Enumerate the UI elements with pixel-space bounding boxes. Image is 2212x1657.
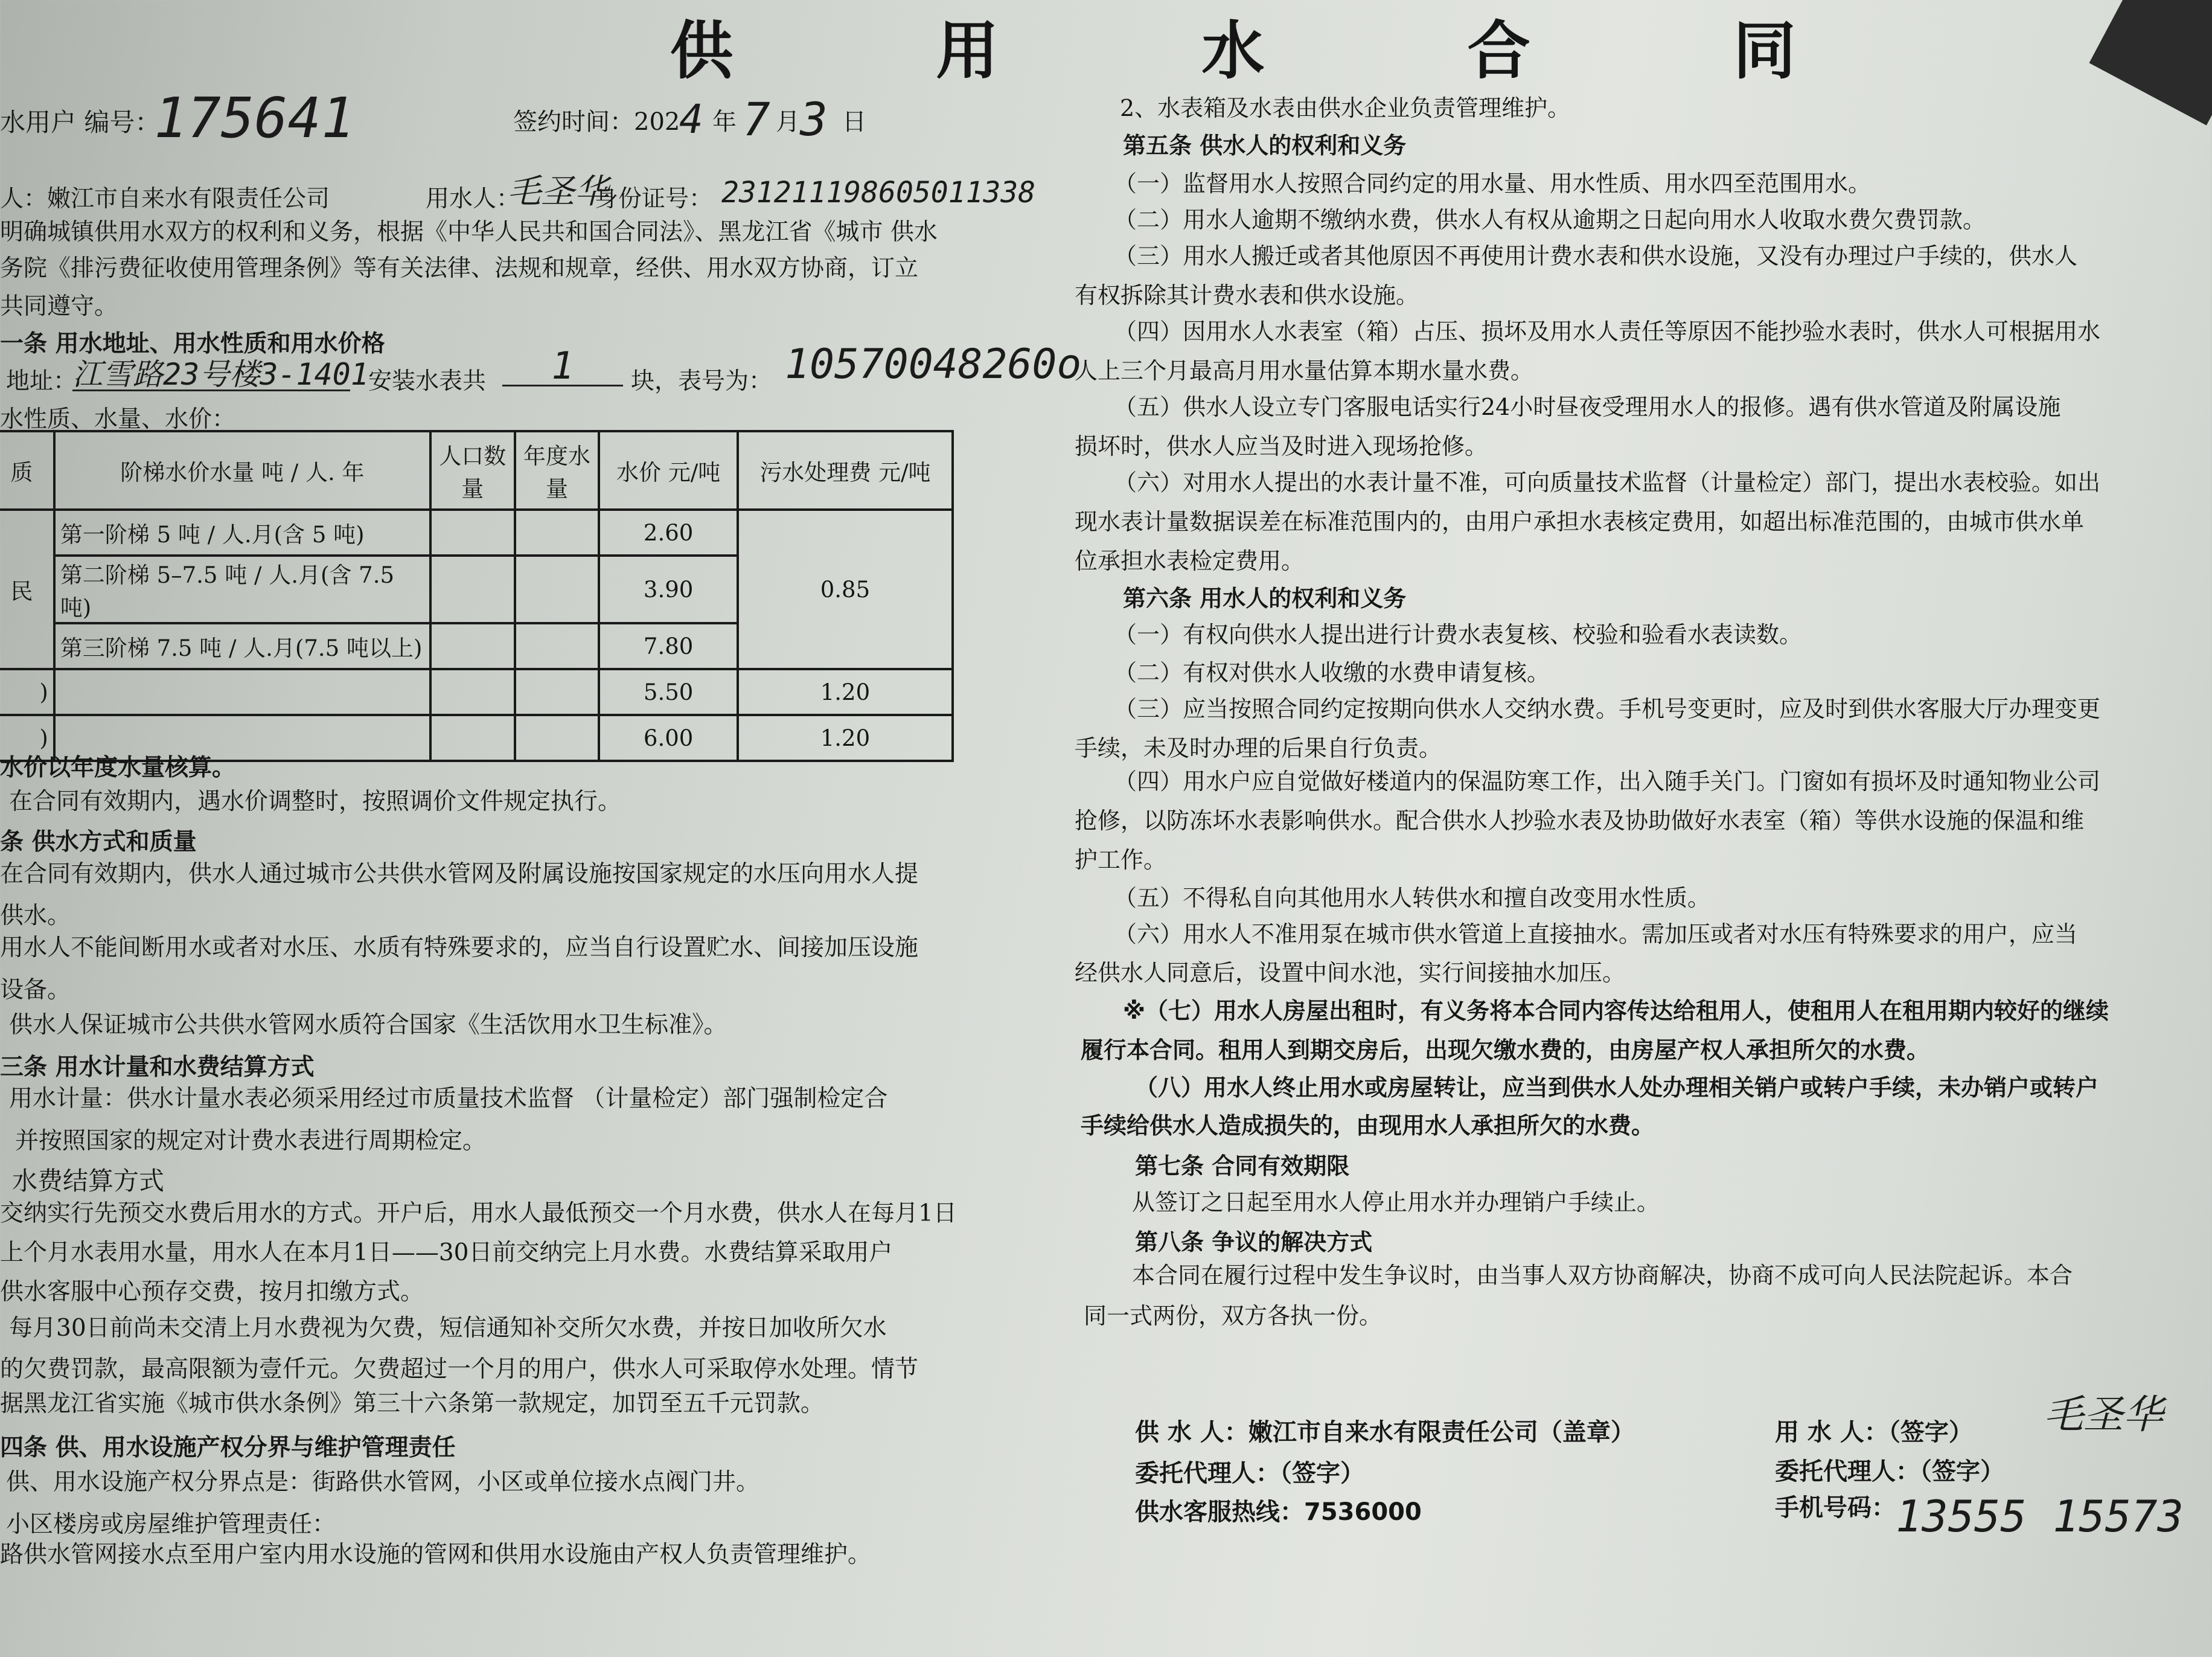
a6-6a: （六）用水人不准用泵在城市供水管道上直接抽水。需加压或者对水压有特殊要求的用户，应当 <box>1114 921 2078 947</box>
article-1-title: 一条 用水地址、用水性质和用水价格 <box>0 330 385 357</box>
after-table-2: 在合同有效期内，遇水价调整时，按照调价文件规定执行。 <box>9 788 622 815</box>
art2-p1a: 在合同有效期内，供水人通过城市公共供水管网及附属设施按国家规定的水压向用水人提 <box>0 861 919 888</box>
art3-p3a: 每月30日前尚未交清上月水费视为欠费，短信通知补交所欠水费，并按日加收所欠水 <box>9 1315 887 1342</box>
meter-count-value: 1 <box>502 347 623 386</box>
hotline: 供水客服热线：7536000 <box>1135 1498 1422 1526</box>
a6-7a: ※（七）用水人房屋出租时，有义务将本合同内容传达给租用人，使租用人在租用期内较好的继续 <box>1123 998 2109 1024</box>
year-label: 年 <box>712 108 737 136</box>
population-cell <box>430 669 515 715</box>
a6-1: （一）有权向供水人提出进行计费水表复核、校验和验看水表读数。 <box>1114 621 1803 648</box>
annual-volume-cell <box>515 715 599 761</box>
population-cell <box>430 623 515 669</box>
a6-3a: （三）应当按照合同约定按期向供水人交纳水费。手机号变更时，应及时到供水客服大厅办理变更 <box>1114 696 2101 722</box>
table-header: 年度水量 <box>515 431 599 510</box>
meter-no-value: 10570048260o <box>785 341 1082 388</box>
a5-6a: （六）对用水人提出的水表计量不准，可向质量技术监督（计量检定）部门，提出水表校验。如出 <box>1114 469 2101 496</box>
tier-cell: 第二阶梯 5–7.5 吨 / 人.月(含 7.5 吨) <box>54 556 430 623</box>
table-header: 人口数量 <box>430 431 515 510</box>
price-cell: 2.60 <box>599 510 738 556</box>
user-name: 毛圣华 <box>507 172 609 211</box>
art2-p2b: 设备。 <box>0 976 71 1004</box>
supplier-sign: 供 水 人：嫩江市自来水有限责任公司（盖章） <box>1135 1418 1635 1446</box>
a6-5: （五）不得私自向其他用水人转供水和擅自改变用水性质。 <box>1114 885 1711 911</box>
a5-3b: 有权拆除其计费水表和供水设施。 <box>1075 282 1419 309</box>
annual-volume-cell <box>515 556 599 623</box>
article-2-title: 条 供水方式和质量 <box>0 828 197 856</box>
price-cell: 5.50 <box>599 669 738 715</box>
a8a: 本合同在履行过程中发生争议时，由当事人双方协商解决，协商不成可向人民法院起诉。本合 <box>1132 1262 2073 1289</box>
art4-p3: 路供水管网接水点至用户室内用水设施的管网和供用水设施由产权人负责管理维护。 <box>0 1541 872 1568</box>
a6-2: （二）有权对供水人收缴的水费申请复核。 <box>1114 659 1550 686</box>
article-4-title: 四条 供、用水设施产权分界与维护管理责任 <box>0 1434 456 1461</box>
tier-cell: 第三阶梯 7.5 吨 / 人.月(7.5 吨以上) <box>54 623 430 669</box>
a6-8b: 手续给供水人造成损失的，由现用水人承担所欠的水费。 <box>1081 1112 1655 1139</box>
supplier-line: 人：嫩江市自来水有限责任公司 <box>0 185 330 213</box>
address-label: 地址： <box>6 368 77 395</box>
article-8-title: 第八条 争议的解决方式 <box>1135 1229 1373 1255</box>
page-title: 供 用 水 合 同 <box>670 13 1887 88</box>
sewage-cell: 1.20 <box>738 669 953 715</box>
art3-p2c: 供水客服中心预存交费，按月扣缴方式。 <box>0 1278 424 1306</box>
art2-p3: 供水人保证城市公共供水管网水质符合国家《生活饮用水卫生标准》。 <box>9 1011 727 1039</box>
table-header: 污水处理费 元/吨 <box>738 431 953 510</box>
phone-label: 手机号码： <box>1775 1494 1896 1522</box>
art2-p1b: 供水。 <box>0 902 71 929</box>
sewage-cell: 1.20 <box>738 715 953 761</box>
tier-cell <box>54 669 430 715</box>
month-label: 月 <box>776 108 800 136</box>
population-cell <box>430 556 515 623</box>
row-label: 民 <box>0 510 54 669</box>
article-7-title: 第七条 合同有效期限 <box>1135 1153 1350 1179</box>
art3-p2b: 上个月水表用水量，用水人在本月1日——30日前交纳完上月水费。水费结算采取用户 <box>0 1239 893 1266</box>
meter-count-label: 安装水表共 <box>368 368 487 395</box>
table-row <box>0 669 953 715</box>
price-cell: 7.80 <box>599 623 738 669</box>
row-label: ) <box>0 715 54 761</box>
user-sign: 用 水 人：（签字） <box>1775 1418 1973 1446</box>
a5-3a: （三）用水人搬迁或者其他原因不再使用计费水表和供水设施，又没有办理过户手续的，供水人 <box>1114 243 2078 269</box>
sign-month: 7 <box>743 92 770 146</box>
art3-p3b: 的欠费罚款，最高限额为壹仟元。欠费超过一个月的用户，供水人可采取停水处理。情节 <box>0 1356 919 1383</box>
phone-value: 13555 15573 <box>1896 1491 2184 1542</box>
r-p0: 2、水表箱及水表由供水企业负责管理维护。 <box>1120 95 1571 121</box>
rates-table <box>0 430 954 762</box>
sign-time-label: 签约时间：202 <box>513 108 680 136</box>
intro-line-1: 明确城镇供用水双方的权利和义务，根据《中华人民共和国合同法》、黑龙江省《城市 供水 <box>0 219 938 246</box>
art4-p2: 小区楼房或房屋维护管理责任： <box>6 1511 336 1538</box>
sewage-cell: 0.85 <box>738 510 953 669</box>
article-3-title: 三条 用水计量和水费结算方式 <box>0 1054 315 1081</box>
art3-p1a: 用水计量：供水计量水表必须采用经过市质量技术监督 （计量检定）部门强制检定合 <box>9 1085 888 1112</box>
art2-p2a: 用水人不能间断用水或者对水压、水质有特殊要求的，应当自行设置贮水、间接加压设施 <box>0 934 919 961</box>
a6-3b: 手续，未及时办理的后果自行负责。 <box>1075 735 1442 761</box>
table-header: 阶梯水价水量 吨 / 人. 年 <box>54 431 430 510</box>
table-header: 水价 元/吨 <box>599 431 738 510</box>
a8b: 同一式两份，双方各执一份。 <box>1084 1303 1382 1329</box>
sign-year: 4 <box>679 96 703 143</box>
price-cell: 6.00 <box>599 715 738 761</box>
art3-sub: 水费结算方式 <box>12 1166 165 1196</box>
table-header: 质 <box>0 431 54 510</box>
art4-p1: 供、用水设施产权分界点是：街路供水管网，小区或单位接水点阀门井。 <box>6 1469 760 1496</box>
a5-5b: 损坏时，供水人应当及时进入现场抢修。 <box>1075 433 1488 460</box>
a5-6c: 位承担水表检定费用。 <box>1075 548 1305 574</box>
art3-p1b: 并按照国家的规定对计费水表进行周期检定。 <box>15 1127 487 1155</box>
annual-volume-cell <box>515 510 599 556</box>
article-6-title: 第六条 用水人的权利和义务 <box>1123 585 1407 612</box>
price-cell: 3.90 <box>599 556 738 623</box>
art3-p2a: 交纳实行先预交水费后用水的方式。开户后，用水人最低预交一个月水费，供水人在每月1日 <box>0 1200 957 1227</box>
a5-2: （二）用水人逾期不缴纳水费，供水人有权从逾期之日起向用水人收取水费欠费罚款。 <box>1114 207 1986 233</box>
a5-4b: 人上三个月最高月用水量估算本期水量水费。 <box>1075 357 1534 384</box>
user-label: 用水人： <box>426 185 520 213</box>
a5-6b: 现水表计量数据误差在标准范围内的，由用户承担水表核定费用，如超出标准范围的，由城市供水单 <box>1075 508 2085 535</box>
art3-p3c: 据黑龙江省实施《城市供水条例》第三十六条第一款规定，加罚至五千元罚款。 <box>0 1390 825 1417</box>
table-row <box>0 510 953 556</box>
after-table-1: 水价以年度水量核算。 <box>0 754 236 781</box>
sign-day: 3 <box>800 92 828 146</box>
user-signature: 毛圣华 <box>2044 1391 2163 1438</box>
user-no-value: 175641 <box>154 86 355 150</box>
a6-4b: 抢修，以防冻坏水表影响供水。配合供水人抄验水表及协助做好水表室（箱）等供水设施的保温和维 <box>1075 807 2085 834</box>
a6-7b: 履行本合同。租用人到期交房后，出现欠缴水费的，由房屋产权人承担所欠的水费。 <box>1081 1037 1930 1063</box>
id-value: 231211198605011338 <box>721 176 1036 210</box>
tier-cell: 第一阶梯 5 吨 / 人.月(含 5 吨) <box>54 510 430 556</box>
intro-line-3: 共同遵守。 <box>0 293 118 320</box>
user-no-label: 水用户 编号： <box>0 107 161 137</box>
dark-corner <box>2089 0 2212 126</box>
meter-no-label: 块，表号为： <box>631 368 773 395</box>
article-5-title: 第五条 供水人的权利和义务 <box>1123 132 1407 159</box>
a6-6b: 经供水人同意后，设置中间水池，实行间接抽水加压。 <box>1075 960 1626 986</box>
annual-volume-cell <box>515 669 599 715</box>
a7: 从签订之日起至用水人停止用水并办理销户手续止。 <box>1132 1189 1660 1216</box>
intro-line-2: 务院《排污费征收使用管理条例》等有关法律、法规和规章，经供、用水双方协商，订立 <box>0 255 919 282</box>
a6-4a: （四）用水户应自觉做好楼道内的保温防寒工作，出入随手关门。门窗如有损坏及时通知物业公司 <box>1114 768 2101 795</box>
a5-5a: （五）供水人设立专门客服电话实行24小时昼夜受理用水人的报修。遇有供水管道及附属设施 <box>1114 394 2061 420</box>
population-cell <box>430 715 515 761</box>
row-label: ) <box>0 669 54 715</box>
a5-1: （一）监督用水人按照合同约定的用水量、用水性质、用水四至范围用水。 <box>1114 170 1872 197</box>
a6-4c: 护工作。 <box>1075 847 1167 873</box>
supplier-agent: 委托代理人：（签字） <box>1135 1460 1364 1487</box>
day-label: 日 <box>842 108 866 136</box>
annual-volume-cell <box>515 623 599 669</box>
table-header-row <box>0 431 953 510</box>
a5-4a: （四）因用水人水表室（箱）占压、损坏及用水人责任等原因不能抄验水表时，供水人可根据用水 <box>1114 318 2101 345</box>
nature-label: 水性质、水量、水价： <box>0 406 236 433</box>
a6-8a: （八）用水人终止用水或房屋转让，应当到供水人处办理相关销户或转户手续，未办销户或转户 <box>1135 1074 2099 1101</box>
population-cell <box>430 510 515 556</box>
user-agent: 委托代理人：（签字） <box>1775 1458 2004 1486</box>
address-value: 江雪路23号楼3-1401 <box>72 357 369 392</box>
id-label: 身份证号： <box>595 185 713 213</box>
